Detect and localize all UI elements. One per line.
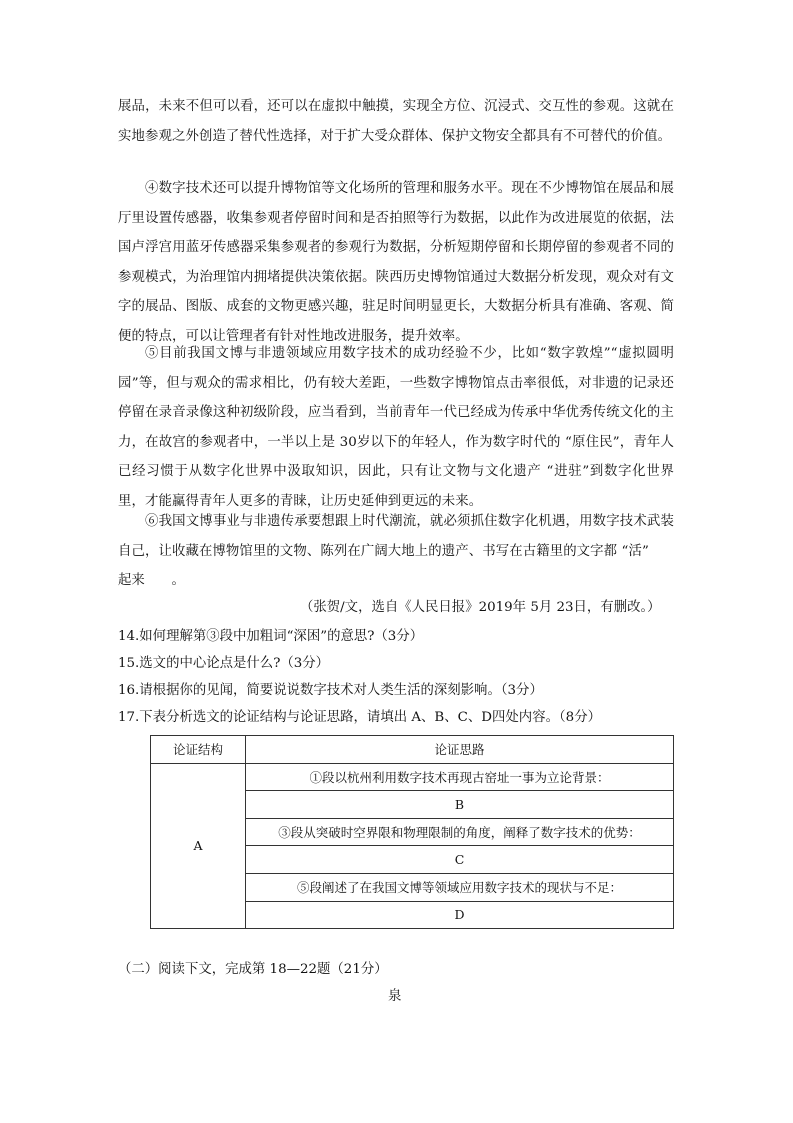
reasoning-cell: ⑤段阐述了在我国文博等领域应用数字技术的现状与不足： [246, 873, 674, 901]
question-16: 16.请根据你的见闻，简要说说数字技术对人类生活的深刻影响。（3分） [118, 683, 543, 698]
table-header-row [151, 736, 674, 764]
structure-cell-a: A [151, 763, 246, 929]
reasoning-cell-d: D [246, 901, 674, 929]
source-citation: （张贺/文，选自《人民日报》2019年 5月 23日，有删改。） [300, 600, 661, 615]
question-14: 14.如何理解第③段中加粗词“深困”的意思?（3分） [118, 629, 424, 644]
reasoning-cell-c: C [246, 846, 674, 874]
table-row [151, 763, 674, 791]
question-15: 15.选文的中心论点是什么?（3分） [118, 656, 330, 671]
paragraph-6: ⑥我国文博事业与非遗传承要想跟上时代潮流，就必须抓住数字化机遇，用数字技术武装自己，让收藏在博物馆里的文物、陈列在广阔大地上的遗产、书写在古籍里的文字都 “活” [118, 514, 674, 559]
reasoning-cell: ①段以杭州利用数字技术再现古窑址一事为立论背景： [246, 763, 674, 791]
reasoning-cell: ③段从突破时空界限和物理限制的角度，阐释了数字技术的优势： [246, 818, 674, 846]
essay-title: 泉 [388, 989, 402, 1004]
paragraph-3-continuation: 展品，未来不但可以看，还可以在虚拟中触摸，实现全方位、沉浸式、交互性的参观。这就在实地参观之外创造了替代性选择，对于扩大受众群体、保护文物安全都具有不可替代的价值。 [118, 99, 674, 144]
paragraph-4: ④数字技术还可以提升博物馆等文化场所的管理和服务水平。现在不少博物馆在展品和展厅里设置传感器，收集参观者停留时间和是否拍照等行为数据，以此作为改进展览的依据，法国卢浮宫用蓝牙传感器采集参观者的参观行为数据，分析短期停留和长期停留的参观者不同的参观模式，为治理馆内拥堵提供决策依据。陕西历史博物馆通过大数据分析发现，观众对有文字的展品、图版、成套的文物更感兴趣，驻足时间明显更长，大数据分析具有准确、客观、简便的特点，可以让管理者有针对性地改进服务，提升效率。 [118, 181, 674, 344]
argument-table [150, 735, 674, 929]
table-header-structure: 论证结构 [151, 736, 246, 764]
section-2-heading: （二）阅读下文，完成第 18—22题（21分） [118, 962, 388, 977]
reasoning-cell-b: B [246, 791, 674, 819]
paragraph-6-end: 起来 。 [118, 573, 185, 588]
question-17: 17.下表分析选文的论证结构与论证思路，请填出 A、B、C、D四处内容。（8分） [118, 710, 601, 725]
paragraph-5: ⑤目前我国文博与非遗领域应用数字技术的成功经验不少，比如“数字敦煌”“虚拟圆明园”等，但与观众的需求相比，仍有较大差距，一些数字博物馆点击率很低，对非遗的记录还停留在录音录像这种初级阶段，应当看到，当前青年一代已经成为传承中华优秀传统文化的主力，在故宫的参观者中，一半以上是 30岁以下的年轻人，作为数字时代的 “原住民”，青年人已经习惯于从数字化世界中汲取知识，因此，只有让文物与文化遗产 “进驻”到数字化世界里，才能赢得青年人更多的青睐，让历史延伸到更远的未来。 [118, 346, 674, 509]
table-header-reasoning: 论证思路 [246, 736, 674, 764]
